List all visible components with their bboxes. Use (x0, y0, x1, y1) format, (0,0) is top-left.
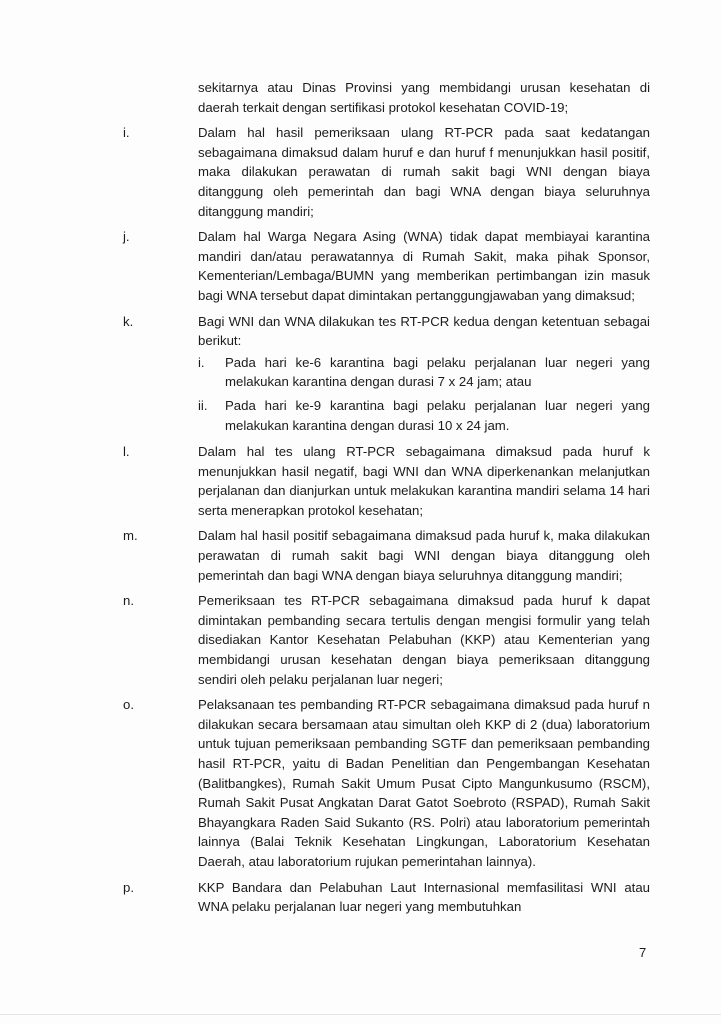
list-item-text: Pelaksanaan tes pembanding RT-PCR sebagaimana dimaksud pada huruf n dilakukan secara bersamaan atau simultan oleh KKP di 2 (dua) laboratorium untuk tujuan pemeriksaan pembanding SGTF dan pemeriksaan pembanding hasil RT-PCR, yaitu di Badan Penelitian dan Pengembangan Kesehatan (Balitbangkes), Rumah Sakit Umum Pusat Cipto Mangunkusumo (RSCM), Rumah Sakit Pusat Angkatan Darat Gatot Soebroto (RSPAD), Rumah Sakit Bhayangkara Raden Said Sukanto (RS. Polri) atau laboratorium pemerintah lainnya (Balai Teknik Kesehatan Lingkungan, Laboratorium Kesehatan Daerah, atau laboratorium rujukan pemerintahan lainnya). (198, 697, 650, 869)
list-item-text: Dalam hal hasil positif sebagaimana dimaksud pada huruf k, maka dilakukan perawatan di rumah sakit bagi WNI dengan biaya ditanggung oleh pemerintah dan bagi WNA dengan biaya seluruhnya ditanggung mandiri; (198, 528, 650, 583)
list-marker: n. (123, 593, 134, 609)
list-marker: p. (123, 879, 134, 895)
list-item-text: Dalam hal tes ulang RT-PCR sebagaimana dimaksud pada huruf k menunjukkan hasil negatif, bagi WNI dan WNA diperkenankan melanjutkan perjalanan dan dianjurkan untuk melakukan karantina mandiri selama 14 hari serta menerapkan protokol kesehatan; (198, 444, 650, 518)
list-item-text: Pemeriksaan tes RT-PCR sebagaimana dimaksud pada huruf k dapat dimintakan pembanding secara tertulis dengan mengisi formulir yang telah disediakan Kantor Kesehatan Pelabuhan (KKP) atau Kementerian yang membidangi urusan kesehatan dengan biaya pemeriksaan ditanggung sendiri oleh pelaku perjalanan luar negeri; (198, 593, 650, 687)
continuation-text: sekitarnya atau Dinas Provinsi yang membidangi urusan kesehatan di daerah terkait dengan sertifikasi protokol kesehatan COVID-19; (198, 80, 650, 115)
list-item-text: KKP Bandara dan Pelabuhan Laut Internasional memfasilitasi WNI atau WNA pelaku perjalanan luar negeri yang membutuhkan (198, 879, 650, 915)
list-item-n (123, 591, 650, 689)
list-item-text: Bagi WNI dan WNA dilakukan tes RT-PCR kedua dengan ketentuan sebagai berikut: (198, 313, 650, 349)
list-marker: o. (123, 697, 134, 713)
list-marker: m. (123, 528, 138, 544)
list-item-text: Dalam hal hasil pemeriksaan ulang RT-PCR pada saat kedatangan sebagaimana dimaksud dalam huruf e dan huruf f menunjukkan hasil positif, maka dilakukan perawatan di rumah sakit bagi WNI dengan biaya ditanggung oleh pemerintah dan bagi WNA dengan biaya seluruhnya ditanggung mandiri; (198, 125, 650, 219)
list-marker: k. (123, 313, 134, 329)
page-number: 7 (639, 945, 647, 960)
list-marker: j. (123, 229, 130, 245)
list-item-text: Dalam hal Warga Negara Asing (WNA) tidak dapat membiayai karantina mandiri dan/atau perawatannya di Rumah Sakit, maka pihak Sponsor, Kementerian/Lembaga/BUMN yang memberikan pertimbangan izin masuk bagi WNA tersebut dapat dimintakan pertanggungjawaban yang dimaksud; (198, 229, 650, 303)
sublist-marker: ii. (198, 397, 208, 413)
document-body (123, 78, 650, 923)
list-marker: l. (123, 444, 130, 460)
list-item-p (123, 878, 650, 917)
sublist-item-ii (198, 396, 650, 435)
scan-edge-divider (0, 1014, 721, 1015)
sublist-marker: i. (198, 354, 205, 370)
continuation-paragraph (160, 78, 650, 117)
list-item-l (123, 442, 650, 520)
list-item-j (123, 227, 650, 305)
list-item-m (123, 526, 650, 585)
sublist-item-text: Pada hari ke-6 karantina bagi pelaku perjalanan luar negeri yang melakukan karantina dengan durasi 7 x 24 jam; atau (225, 354, 650, 390)
sublist-item-i (198, 353, 650, 392)
list-item-i (123, 123, 650, 221)
list-marker: i. (123, 125, 130, 141)
list-item-o (123, 695, 650, 871)
sublist-item-text: Pada hari ke-9 karantina bagi pelaku perjalanan luar negeri yang melakukan karantina dengan durasi 10 x 24 jam. (225, 397, 650, 433)
list-item-k (123, 312, 650, 351)
